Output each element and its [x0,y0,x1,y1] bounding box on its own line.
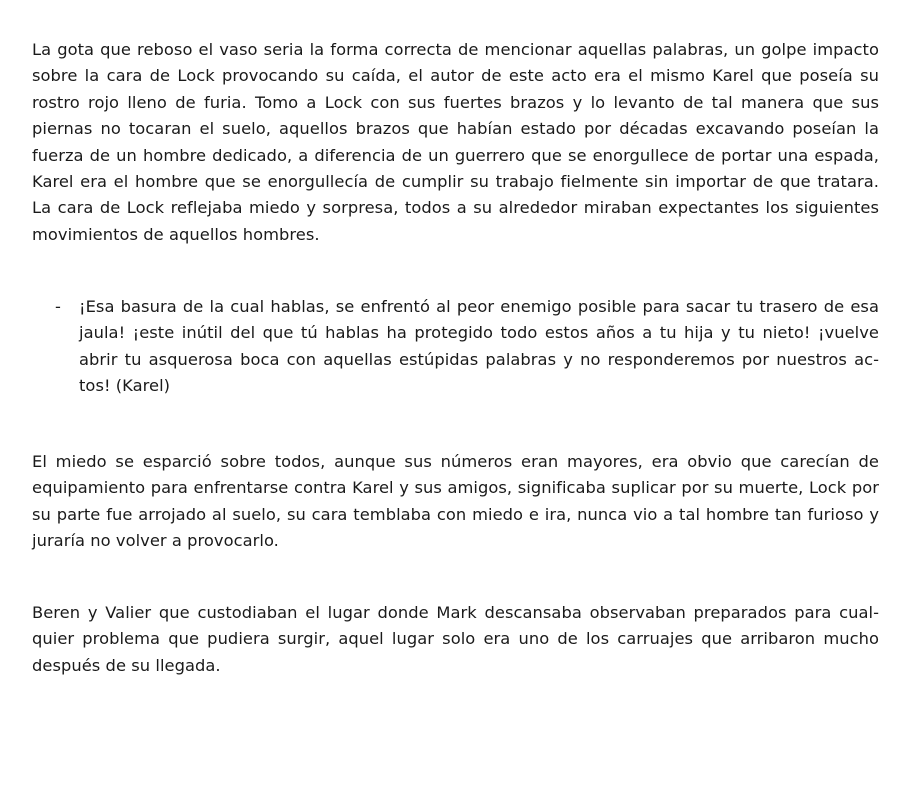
dialogue-block [32,294,879,400]
paragraph-fear-spread: El miedo se esparció sobre todos, aunque sus números eran mayores, era obvio que carecían de equipamiento para enfrentarse contra Karel y sus amigos, significaba suplicar por su muerte, Lock por su parte fue arrojado al suelo, su cara temblaba con miedo e ira, nunca vio a tal hombre tan furioso y juraría no volver a provocarlo. [32,452,879,551]
paragraph-beren-valier: Beren y Valier que custodiaban el lugar donde Mark descansaba observaban preparados para cualquier problema que pudiera surgir, aquel lugar solo era uno de los carruajes que arribaron mucho después de su llegada. [32,603,879,675]
dialogue-karel: ¡Esa basura de la cual hablas, se enfrentó al peor enemigo posible para sacar tu trasero de esa jaula! ¡este inútil del que tú hablas ha protegido todo estos años a tu hija y tu nieto! ¡vuelve abrir tu asquerosa boca con aquellas estúpidas palabras y no responderemos por nuestros actos! (Karel) [79,297,879,396]
dialogue-dash: - [55,297,61,316]
paragraph-karel-punch: La gota que reboso el vaso seria la forma correcta de mencionar aquellas palabras, un golpe impacto sobre la cara de Lock provocando su caída, el autor de este acto era el mismo Karel que poseía su rostro rojo lleno de furia. Tomo a Lock con sus fuertes brazos y lo levanto de tal manera que sus piernas no tocaran el suelo, aquellos brazos que habían estado por décadas excavando poseían la fuerza de un hombre dedicado, a diferencia de un guerrero que se enorgullece de portar una espada, Karel era el hombre que se enorgullecía de cumplir su trabajo fielmente sin importar de que tratara. La cara de Lock reflejaba miedo y sorpresa, todos a su alrededor miraban expectantes los siguientes movimientos de aquellos hombres. [32,40,879,244]
